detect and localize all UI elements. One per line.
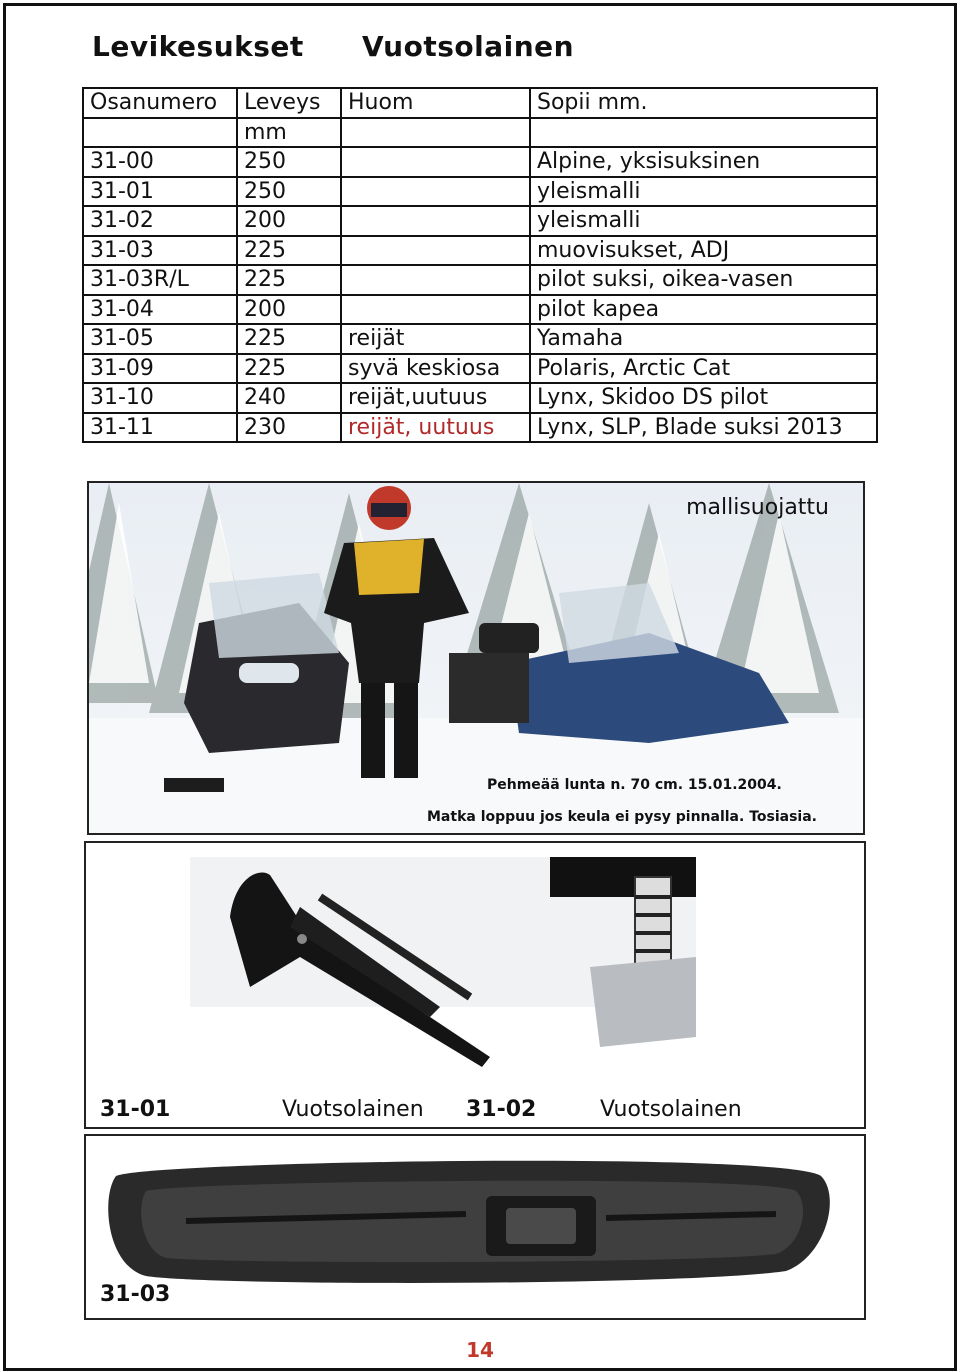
cell-width: 225 [237, 265, 341, 295]
cell-note-highlight: reijät, uutuus [341, 413, 530, 443]
parts-table [82, 87, 878, 443]
table-row [83, 236, 877, 266]
part-name-31-01: Vuotsolainen [282, 1097, 424, 1122]
table-row [83, 383, 877, 413]
table-row [83, 295, 877, 325]
cell-note [341, 147, 530, 177]
cell-note: syvä keskiosa [341, 354, 530, 384]
plastic-ski-illustration [86, 1136, 864, 1318]
part-number-31-03: 31-03 [100, 1282, 171, 1307]
table-row [83, 354, 877, 384]
snowmobile-photo [87, 481, 865, 835]
table-row [83, 324, 877, 354]
cell-fits: Alpine, yksisuksinen [530, 147, 877, 177]
cell-part: 31-00 [83, 147, 237, 177]
part-number-31-02: 31-02 [466, 1097, 537, 1122]
cell-part: 31-11 [83, 413, 237, 443]
cell-note [341, 236, 530, 266]
cell-fits: Yamaha [530, 324, 877, 354]
ski-illustration [190, 857, 696, 1081]
column-header-width: Leveys [237, 88, 341, 118]
cell-width: 250 [237, 177, 341, 207]
cell-fits: muovisukset, ADJ [530, 236, 877, 266]
cell-fits: pilot suksi, oikea-vasen [530, 265, 877, 295]
cell-note [341, 206, 530, 236]
cell-part: 31-03 [83, 236, 237, 266]
ski-photo-panel [84, 841, 866, 1129]
cell-note: reijät [341, 324, 530, 354]
cell-width: 225 [237, 354, 341, 384]
cell-note [341, 265, 530, 295]
cell-fits: pilot kapea [530, 295, 877, 325]
cell-part: 31-03R/L [83, 265, 237, 295]
cell-note: reijät,uutuus [341, 383, 530, 413]
photo-caption-line2: Matka loppuu jos keula ei pysy pinnalla. Tosiasia. [427, 809, 817, 825]
column-header-fits: Sopii mm. [530, 88, 877, 118]
table-header-row [83, 88, 877, 118]
column-unit: mm [237, 118, 341, 148]
cell-note [341, 295, 530, 325]
cell-fits: yleismalli [530, 206, 877, 236]
ski-31-03-panel [84, 1134, 866, 1320]
table-row [83, 413, 877, 443]
cell-note [341, 177, 530, 207]
table-row [83, 177, 877, 207]
cell-width: 250 [237, 147, 341, 177]
part-name-31-02: Vuotsolainen [600, 1097, 742, 1122]
cell-fits: yleismalli [530, 177, 877, 207]
page-subtitle: Vuotsolainen [362, 30, 575, 63]
cell-part: 31-09 [83, 354, 237, 384]
cell-width: 240 [237, 383, 341, 413]
part-number-31-01: 31-01 [100, 1097, 171, 1122]
page-number: 14 [466, 1338, 494, 1362]
cell-fits: Lynx, SLP, Blade suksi 2013 [530, 413, 877, 443]
cell-width: 225 [237, 236, 341, 266]
snowmobile-illustration [89, 483, 863, 833]
table-cell [83, 118, 237, 148]
table-row [83, 147, 877, 177]
table-row [83, 265, 877, 295]
cell-fits: Lynx, Skidoo DS pilot [530, 383, 877, 413]
cell-part: 31-04 [83, 295, 237, 325]
cell-part: 31-10 [83, 383, 237, 413]
table-header-unit-row [83, 118, 877, 148]
cell-part: 31-05 [83, 324, 237, 354]
cell-fits: Polaris, Arctic Cat [530, 354, 877, 384]
table-row [83, 206, 877, 236]
page-title: Levikesukset [92, 30, 304, 63]
cell-part: 31-02 [83, 206, 237, 236]
watermark-text: mallisuojattu [686, 495, 829, 520]
cell-width: 225 [237, 324, 341, 354]
cell-width: 200 [237, 295, 341, 325]
cell-part: 31-01 [83, 177, 237, 207]
table-cell [530, 118, 877, 148]
table-cell [341, 118, 530, 148]
column-header-note: Huom [341, 88, 530, 118]
photo-caption-line1: Pehmeää lunta n. 70 cm. 15.01.2004. [487, 777, 782, 793]
column-header-part: Osanumero [83, 88, 237, 118]
cell-width: 230 [237, 413, 341, 443]
cell-width: 200 [237, 206, 341, 236]
